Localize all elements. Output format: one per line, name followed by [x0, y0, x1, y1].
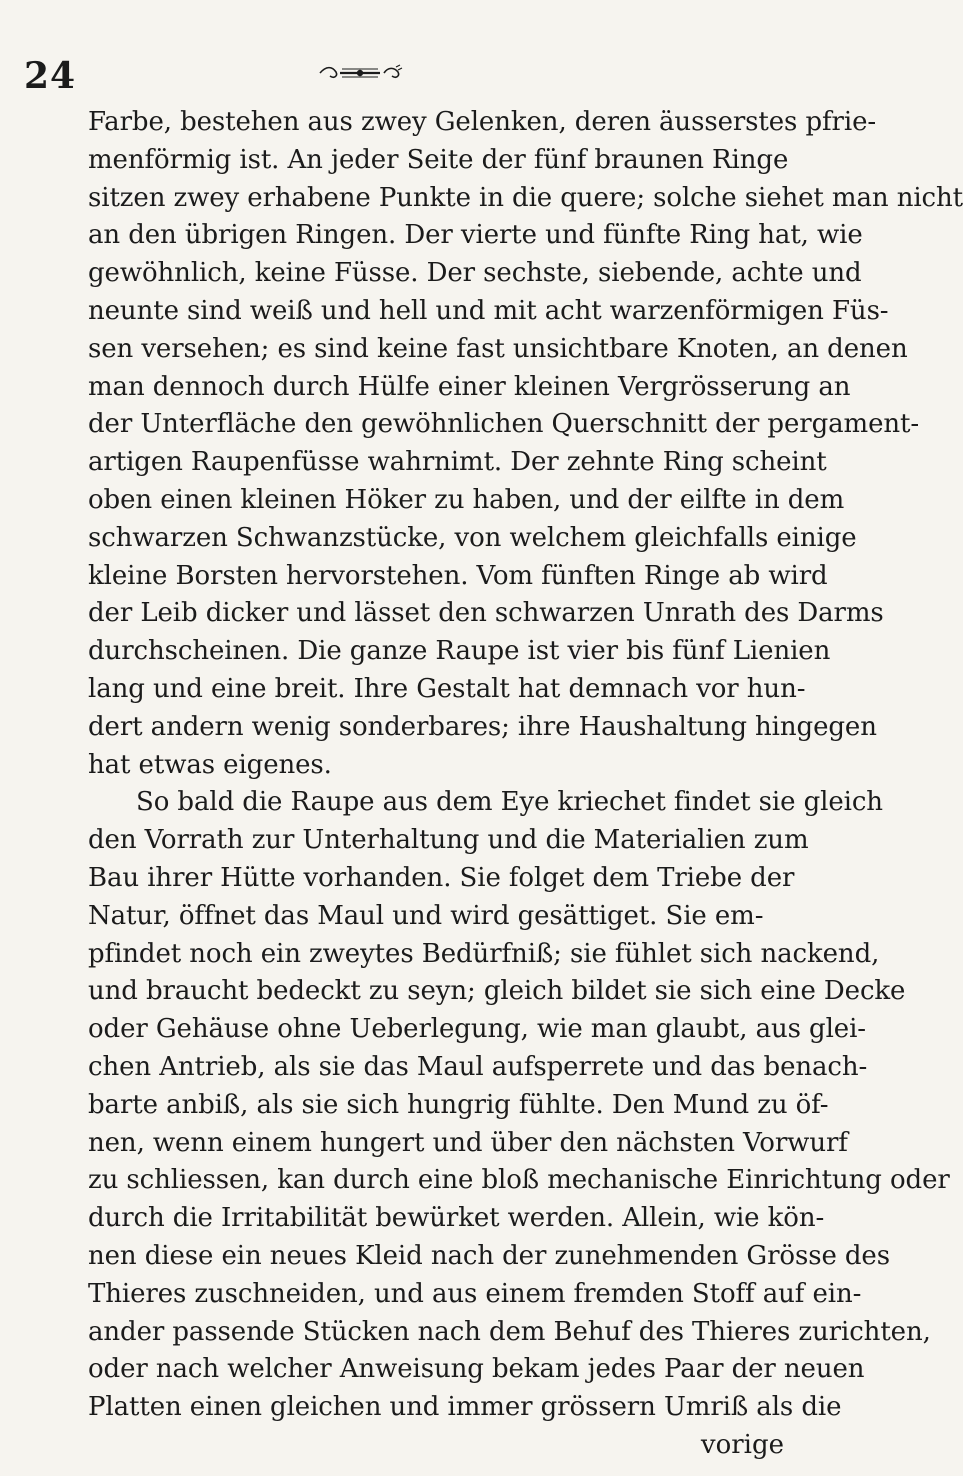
page-number: 24 [24, 55, 77, 97]
text-line: der Leib dicker und lässet den schwarzen Unrath des Darms [88, 598, 884, 629]
text-line: und braucht bedeckt zu seyn; gleich bildet sie sich eine Decke [88, 976, 906, 1007]
text-line: neunte sind weiß und hell und mit acht warzenförmigen Füs- [88, 295, 889, 326]
text-line: Thieres zuschneiden, und aus einem fremden Stoff auf ein- [88, 1278, 862, 1309]
text-line: sitzen zwey erhabene Punkte in die quere; solche siehet man nicht [88, 182, 963, 213]
text-line: an den übrigen Ringen. Der vierte und fünfte Ring hat, wie [88, 220, 863, 251]
text-line: Farbe, bestehen aus zwey Gelenken, deren äusserstes pfrie- [88, 107, 877, 137]
text-line: ander passende Stücken nach dem Behuf des Thieres zurichten, [88, 1316, 931, 1347]
text-line: chen Antrieb, als sie das Maul aufsperrete und das benach- [88, 1051, 868, 1082]
text-line: artigen Raupenfüsse wahrnimt. Der zehnte Ring scheint [88, 447, 827, 478]
text-line: dert andern wenig sonderbares; ihre Haushaltung hingegen [88, 711, 877, 742]
text-line: nen diese ein neues Kleid nach der zunehmenden Grösse des [88, 1240, 890, 1271]
text-line: durch die Irritabilität bewürket werden. Allein, wie kön- [88, 1203, 825, 1234]
text-line: nen, wenn einem hungert und über den nächsten Vorwurf [88, 1127, 848, 1158]
page-text [88, 104, 963, 1465]
text-line: oder Gehäuse ohne Ueberlegung, wie man glaubt, aus glei- [88, 1014, 866, 1045]
text-line: oben einen kleinen Höker zu haben, und der eilfte in dem [88, 484, 845, 515]
text-line: barte anbiß, als sie sich hungrig fühlte. Den Mund zu öf- [88, 1089, 829, 1120]
paragraph-start-line: So bald die Raupe aus dem Eye kriechet findet sie gleich [136, 787, 883, 818]
catchword: vorige [700, 1429, 784, 1460]
text-line: Platten einen gleichen und immer grössern Umriß als die [88, 1392, 842, 1423]
text-line: kleine Borsten hervorstehen. Vom fünften Ringe ab wird [88, 560, 828, 591]
text-line: gewöhnlich, keine Füsse. Der sechste, siebende, achte und [88, 258, 862, 289]
text-line: sen versehen; es sind keine fast unsichtbare Knoten, an denen [88, 333, 908, 364]
text-line: Bau ihrer Hütte vorhanden. Sie folget dem Triebe der [88, 862, 795, 893]
text-line: den Vorrath zur Unterhaltung und die Materialien zum [88, 825, 809, 856]
text-line: oder nach welcher Anweisung bekam jedes Paar der neuen [88, 1354, 865, 1385]
text-line: man dennoch durch Hülfe einer kleinen Vergrösserung an [88, 371, 851, 402]
text-line: pfindet noch ein zweytes Bedürfniß; sie fühlet sich nackend, [88, 938, 880, 969]
text-line: lang und eine breit. Ihre Gestalt hat demnach vor hun- [88, 673, 806, 704]
text-line: menförmig ist. An jeder Seite der fünf braunen Ringe [88, 144, 789, 175]
ornament-icon [318, 64, 402, 82]
text-line: der Unterfläche den gewöhnlichen Querschnitt der pergament- [88, 409, 920, 440]
text-line: zu schliessen, kan durch eine bloß mechanische Einrichtung oder [88, 1165, 950, 1196]
text-line: schwarzen Schwanzstücke, von welchem gleichfalls einige [88, 522, 857, 553]
text-line: hat etwas eigenes. [88, 749, 332, 780]
text-line: Natur, öffnet das Maul und wird gesättiget. Sie em- [88, 900, 764, 931]
text-line: durchscheinen. Die ganze Raupe ist vier bis fünf Lienien [88, 636, 831, 667]
